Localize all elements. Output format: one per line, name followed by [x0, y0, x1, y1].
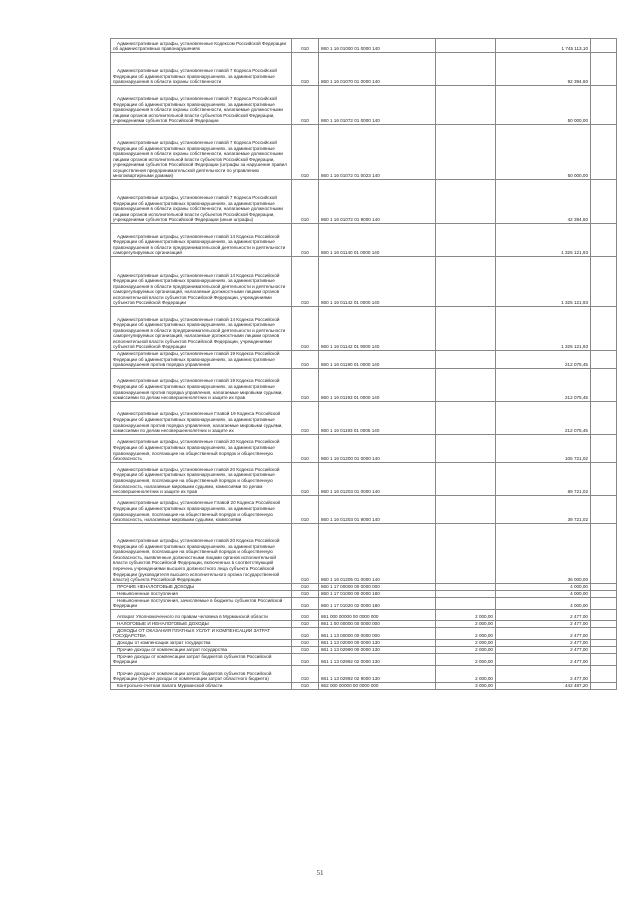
row-code: 010: [292, 86, 319, 125]
table-row: [111, 368, 617, 401]
row-kbk: 860 1 16 01072 01 9000 140: [319, 180, 436, 224]
row-percent: [591, 495, 617, 523]
row-code: 010: [292, 646, 319, 653]
row-code: 010: [292, 682, 319, 689]
row-kbk: 861 1 13 02990 00 0000 130: [319, 646, 436, 653]
table-row: [111, 590, 617, 597]
table-row: [111, 351, 617, 369]
row-name: Административные штрафы, установленные главой 19 Кодекса Российской Федерации об административных правонарушениях, за административные правонарушения против порядка управления, налагаемые мировыми судьями, комиссиями по делам несовершеннолетних и защите их прав: [111, 368, 292, 401]
revenue-table: [110, 38, 617, 690]
row-name: Административные штрафы, установленные Кодексом Российской Федерации об административных правонарушениях: [111, 39, 292, 53]
row-fact: 42 394,60: [496, 180, 591, 224]
row-percent: [591, 646, 617, 653]
table-row: [111, 307, 617, 351]
table-row: [111, 609, 617, 620]
row-code: 010: [292, 401, 319, 434]
table-row: [111, 583, 617, 590]
row-kbk: 860 1 16 01193 01 0005 140: [319, 401, 436, 434]
table-row: [111, 639, 617, 646]
table-row: [111, 257, 617, 307]
table-row: [111, 597, 617, 609]
row-name: Административные штрафы, установленные главой 14 Кодекса Российской Федерации об административных правонарушениях, за административные правонарушения в области предпринимательской деятельности и деятельности саморегулируемых организаций: [111, 224, 292, 257]
row-percent: [591, 665, 617, 682]
row-plan: 3 000,00: [436, 682, 496, 689]
row-fact: 4 000,00: [496, 597, 591, 609]
row-code: 010: [292, 639, 319, 646]
row-fact: 4 000,00: [496, 583, 591, 590]
row-code: 010: [292, 523, 319, 583]
row-plan: 2 000,00: [436, 609, 496, 620]
row-code: 010: [292, 53, 319, 86]
row-fact: 212 075,45: [496, 351, 591, 369]
table-row: [111, 620, 617, 627]
row-kbk: 860 1 16 01205 01 0000 140: [319, 523, 436, 583]
row-plan: 2 000,00: [436, 639, 496, 646]
row-plan: [436, 180, 496, 224]
row-fact: 92 394,60: [496, 53, 591, 86]
row-fact: 212 075,45: [496, 368, 591, 401]
row-percent: [591, 639, 617, 646]
row-plan: [436, 39, 496, 53]
table-row: [111, 682, 617, 689]
row-code: 010: [292, 495, 319, 523]
row-percent: [591, 597, 617, 609]
row-kbk: 861 1 13 02000 00 0000 130: [319, 639, 436, 646]
row-name: Доходы от компенсации затрат государства: [111, 639, 292, 646]
table-row: [111, 53, 617, 86]
table-row: [111, 646, 617, 653]
row-kbk: 860 1 16 01140 01 0000 140: [319, 224, 436, 257]
row-name: НАЛОГОВЫЕ И НЕНАЛОГОВЫЕ ДОХОДЫ: [111, 620, 292, 627]
row-plan: [436, 401, 496, 434]
row-plan: 2 000,00: [436, 653, 496, 665]
row-percent: [591, 434, 617, 462]
revenue-table-body: [111, 39, 617, 690]
row-code: 010: [292, 257, 319, 307]
row-plan: [436, 434, 496, 462]
row-kbk: 860 1 16 01203 01 0000 140: [319, 462, 436, 495]
row-name: Прочие доходы от компенсации затрат бюджетов субъектов Российской Федерации (прочие доходы от компенсации затрат областного бюджета): [111, 665, 292, 682]
row-kbk: 860 1 16 01193 01 0000 140: [319, 368, 436, 401]
table-row: [111, 434, 617, 462]
row-name: Административные штрафы, установленные главой 20 Кодекса Российской Федерации об административных правонарушениях, за административные правонарушения, посягающие на общественный порядок и общественную безопасность, налагаемые мировыми судьями, комиссиями по делам несовершеннолетних и защите их прав: [111, 462, 292, 495]
row-plan: [436, 590, 496, 597]
row-code: 010: [292, 653, 319, 665]
row-kbk: 860 1 17 00000 00 0000 000: [319, 583, 436, 590]
row-name: Административные штрафы, установленные главой 7 Кодекса Российской Федерации об административных правонарушениях, за административные правонарушения в области охраны собственности, налагаемые должностными лицами органов исполнительной власти субъектов Российской Федерации, учреждениями субъектов Российской Федерации (штрафы за нарушение правил осуществления предпринимательской деятельности по управлению многоквартирными домами): [111, 125, 292, 180]
row-kbk: 860 1 16 01070 01 0000 140: [319, 53, 436, 86]
row-plan: [436, 257, 496, 307]
row-fact: 2 477,00: [496, 639, 591, 646]
row-name: Административные штрафы, установленные главой 20 Кодекса Российской Федерации об административных правонарушениях, за административные правонарушения, посягающие на общественный порядок и общественную безопасность: [111, 434, 292, 462]
row-code: 010: [292, 351, 319, 369]
row-percent: [591, 620, 617, 627]
table-row: [111, 39, 617, 53]
row-kbk: 860 1 17 01020 02 0000 180: [319, 597, 436, 609]
row-code: 010: [292, 307, 319, 351]
row-plan: 2 000,00: [436, 620, 496, 627]
row-name: Административные штрафы, установленные главой 7 Кодекса Российской Федерации об административных правонарушениях, за административные правонарушения в области охраны собственности, налагаемые должностными лицами органов исполнительной власти субъектов Российской Федерации, учреждениями субъектов Российской Федерации (иные штрафы): [111, 180, 292, 224]
row-name: Административные штрафы, установленные главой 7 Кодекса Российской Федерации об административных правонарушениях, за административные правонарушения в области охраны собственности: [111, 53, 292, 86]
row-fact: 50 000,00: [496, 86, 591, 125]
row-kbk: 860 1 16 01072 01 0023 140: [319, 125, 436, 180]
row-fact: 1 325 121,93: [496, 224, 591, 257]
row-plan: [436, 307, 496, 351]
row-code: 010: [292, 665, 319, 682]
row-code: 010: [292, 224, 319, 257]
row-fact: 212 075,45: [496, 401, 591, 434]
row-plan: [436, 53, 496, 86]
row-kbk: 860 1 16 01200 01 0000 140: [319, 434, 436, 462]
row-kbk: 862 000 00000 00 0000 000: [319, 682, 436, 689]
row-percent: [591, 351, 617, 369]
row-kbk: 860 1 16 01142 01 0000 140: [319, 257, 436, 307]
page-number: 51: [316, 869, 324, 877]
row-plan: 2 000,00: [436, 665, 496, 682]
row-name: Административные штрафы, установленные главой 19 Кодекса Российской Федерации об административных правонарушениях, за административные правонарушения против порядка управления: [111, 351, 292, 369]
row-name: Административные штрафы, установленные главой 20 Кодекса Российской Федерации об административных правонарушениях, за административные правонарушения, посягающие на общественный порядок и общественную безопасность, выявленные должностными лицами органов исполнительной власти субъектов Российской Федерации, включенных в соответствующий перечень учреждениями высшего должностного лица субъекта Российской Федерации (руководителя высшего исполнительного органа государственной власти) субъекта Российской Федерации: [111, 523, 292, 583]
row-percent: [591, 583, 617, 590]
row-name: Административные штрафы, установленные главой 7 Кодекса Российской Федерации об административных правонарушениях, за административные правонарушения в области охраны собственности, налагаемые должностными лицами органов исполнительной власти субъектов Российской Федерации, учреждениями субъектов Российской Федерации: [111, 86, 292, 125]
row-percent: [591, 401, 617, 434]
table-row: [111, 665, 617, 682]
row-percent: [591, 653, 617, 665]
row-kbk: 861 1 13 02992 02 9000 130: [319, 665, 436, 682]
row-fact: 2 477,00: [496, 609, 591, 620]
table-row: [111, 125, 617, 180]
row-name: Контрольно-счетная палата Мурманской области: [111, 682, 292, 689]
row-name: ДОХОДЫ ОТ ОКАЗАНИЯ ПЛАТНЫХ УСЛУГ И КОМПЕНСАЦИИ ЗАТРАТ ГОСУДАРСТВА: [111, 627, 292, 639]
row-kbk: 860 1 16 01072 01 0000 140: [319, 86, 436, 125]
row-plan: [436, 597, 496, 609]
row-name: Прочие доходы от компенсации затрат бюджетов субъектов Российской Федерации: [111, 653, 292, 665]
row-kbk: 861 1 13 02992 02 0000 130: [319, 653, 436, 665]
row-percent: [591, 590, 617, 597]
table-row: [111, 86, 617, 125]
row-code: 010: [292, 125, 319, 180]
row-code: 010: [292, 462, 319, 495]
row-percent: [591, 125, 617, 180]
row-plan: [436, 351, 496, 369]
row-plan: [436, 495, 496, 523]
row-plan: [436, 86, 496, 125]
row-kbk: 860 1 16 01142 01 9000 140: [319, 307, 436, 351]
row-plan: [436, 224, 496, 257]
row-percent: [591, 39, 617, 53]
row-code: 010: [292, 39, 319, 53]
row-kbk: 861 000 00000 00 0000 000: [319, 609, 436, 620]
row-percent: [591, 180, 617, 224]
row-percent: [591, 627, 617, 639]
row-percent: [591, 86, 617, 125]
row-name: Административные штрафы, установленные главой 14 Кодекса Российской Федерации об административных правонарушениях, за административные правонарушения в области предпринимательской деятельности и деятельности саморегулируемых организаций, налагаемые должностными лицами органов исполнительной власти субъектов Российской Федерации, учреждениями субъектов Российской Федерации: [111, 307, 292, 351]
row-name: Административные штрафы, установленные главой 14 Кодекса Российской Федерации об административных правонарушениях, за административные правонарушения в области предпринимательской деятельности и деятельности саморегулируемых организаций, налагаемые должностными лицами органов исполнительной власти субъектов Российской Федерации, учреждениями субъектов Российской Федерации: [111, 257, 292, 307]
row-fact: 2 477,00: [496, 646, 591, 653]
row-percent: [591, 523, 617, 583]
row-percent: [591, 609, 617, 620]
row-plan: 2 000,00: [436, 646, 496, 653]
row-name: Аппарат Уполномоченного по правам человека в Мурманской области: [111, 609, 292, 620]
table-row: [111, 627, 617, 639]
row-kbk: 861 1 13 00000 00 0000 000: [319, 627, 436, 639]
row-fact: 1 745 113,10: [496, 39, 591, 53]
row-fact: 69 721,02: [496, 462, 591, 495]
row-percent: [591, 224, 617, 257]
row-plan: [436, 523, 496, 583]
row-fact: 442 487,20: [496, 682, 591, 689]
row-name: Невыясненные поступления: [111, 590, 292, 597]
table-row: [111, 523, 617, 583]
row-name: Невыясненные поступления, зачисляемые в бюджеты субъектов Российской Федерации: [111, 597, 292, 609]
table-row: [111, 180, 617, 224]
row-name: Прочие доходы от компенсации затрат государства: [111, 646, 292, 653]
row-code: 010: [292, 590, 319, 597]
row-code: 010: [292, 434, 319, 462]
row-code: 010: [292, 368, 319, 401]
table-row: [111, 401, 617, 434]
row-fact: 39 721,02: [496, 495, 591, 523]
row-fact: 1 325 121,93: [496, 307, 591, 351]
row-kbk: 860 1 16 01190 01 0000 140: [319, 351, 436, 369]
row-code: 010: [292, 627, 319, 639]
row-name: ПРОЧИЕ НЕНАЛОГОВЫЕ ДОХОДЫ: [111, 583, 292, 590]
row-code: 010: [292, 597, 319, 609]
row-percent: [591, 307, 617, 351]
row-kbk: 860 1 17 01000 00 0000 180: [319, 590, 436, 597]
row-code: 010: [292, 609, 319, 620]
row-percent: [591, 682, 617, 689]
row-plan: [436, 125, 496, 180]
row-kbk: 860 1 16 01000 01 0000 140: [319, 39, 436, 53]
row-plan: [436, 583, 496, 590]
row-fact: 36 000,00: [496, 523, 591, 583]
row-fact: 1 325 121,93: [496, 257, 591, 307]
row-percent: [591, 257, 617, 307]
row-name: Административные штрафы, установленные Главой 19 Кодекса Российской Федерации об административных правонарушениях, за административные правонарушения против порядка управления, налагаемые мировыми судьями, комиссиями по делам несовершеннолетних и защите их: [111, 401, 292, 434]
row-fact: 105 721,02: [496, 434, 591, 462]
row-kbk: 860 1 16 01203 01 9000 140: [319, 495, 436, 523]
row-fact: 2 477,00: [496, 627, 591, 639]
row-plan: [436, 462, 496, 495]
row-fact: 2 477,00: [496, 665, 591, 682]
table-row: [111, 462, 617, 495]
row-fact: 2 477,00: [496, 653, 591, 665]
table-row: [111, 653, 617, 665]
table-row: [111, 224, 617, 257]
row-percent: [591, 53, 617, 86]
row-plan: [436, 368, 496, 401]
row-code: 010: [292, 180, 319, 224]
row-percent: [591, 462, 617, 495]
row-code: 010: [292, 583, 319, 590]
row-percent: [591, 368, 617, 401]
table-row: [111, 495, 617, 523]
row-fact: 50 000,00: [496, 125, 591, 180]
row-code: 010: [292, 620, 319, 627]
row-name: Административные штрафы, установленные Главой 20 Кодекса Российской Федерации об административных правонарушениях, за административные правонарушения, посягающие на общественный порядок и общественную безопасность, налагаемые мировыми судьями, комиссиями: [111, 495, 292, 523]
row-fact: 2 477,00: [496, 620, 591, 627]
row-plan: 2 000,00: [436, 627, 496, 639]
row-fact: 4 000,00: [496, 590, 591, 597]
row-kbk: 861 1 00 00000 00 0000 000: [319, 620, 436, 627]
